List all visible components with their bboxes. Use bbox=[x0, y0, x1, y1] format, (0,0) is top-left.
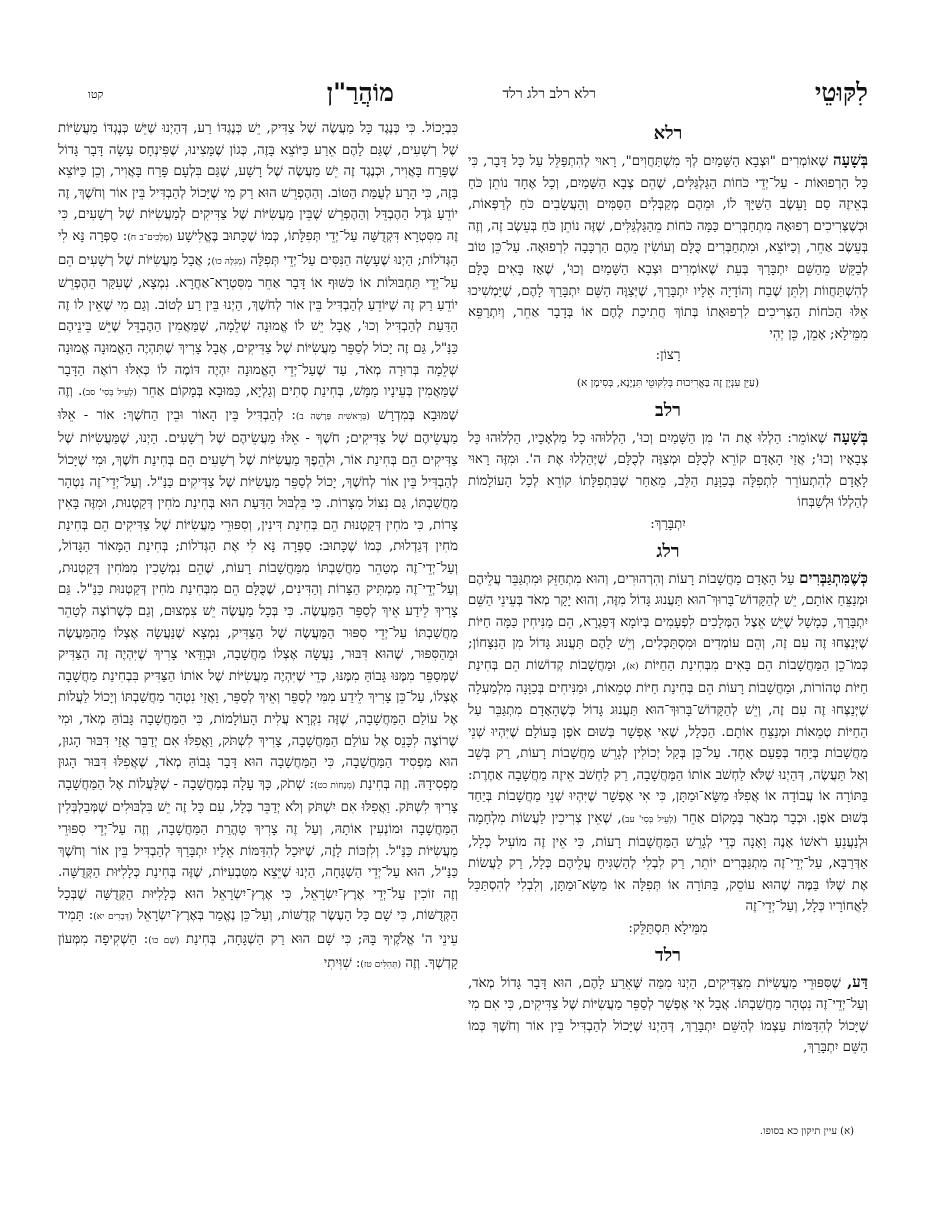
siman-title: רלב bbox=[655, 399, 681, 421]
body-text: : תָּמִיד עֵינֵי ה' אֱלֹקֶיךָ בָּהּ; כִּי שָׁם הוּא רַק הַשְׁגָּחָה, בְּחִינַת bbox=[58, 908, 458, 947]
closing-line: מִמֵּילָא תִּסְתַּלֵּק: bbox=[628, 921, 708, 936]
siman-232 bbox=[468, 399, 868, 536]
right-column bbox=[468, 118, 868, 1059]
author-name: מוֹהֲרַ"ן bbox=[326, 78, 394, 107]
body-text: , שֶׁאֵין צְרִיכִין לַעֲשׂוֹת מִלְחָמָה וּלְנַעֲנֵעַ רֹאשׁוֹ אָנֶה וָאָנָה כְּדֵי לְגָרֵשׁ הַמַּחֲשָׁבוֹת רָעוֹת, כִּי אֵין זֶה מוֹעִיל כְּלָל, אַדְּרַבָּא, עַל־יְדֵי־זֶה מִתְגַּבְּרִים יוֹתֵר, רַק לִבְלִי לְהַשְׁגִּיחַ עֲלֵיהֶם כְּלָל, רַק לַעֲשׂוֹת אֶת שֶׁלּוֹ בַּמֶּה שֶׁהוּא עוֹסֵק, בַּתּוֹרָה אוֹ תְּפִלָּה אוֹ מַשָּׂא־וּמַתָּן, וְלִבְלִי לְהִסְתַּכֵּל לַאֲחוֹרָיו כְּלָל, וְעַל־יְדֵי־זֶה bbox=[468, 811, 868, 915]
lead-word: בְּשָׁעָה bbox=[833, 427, 868, 446]
lead-word: דַּע, bbox=[847, 972, 868, 991]
siman-title: רלא bbox=[653, 123, 683, 144]
siman-title: רלד bbox=[655, 944, 681, 966]
page-number: קטו bbox=[88, 88, 104, 101]
body-text: שֶׁאוֹמְרִים "וּצְבָא הַשָּׁמַיִם לְךָ מִשְׁתַּחֲוִים", רָאוּי לְהִתְפַּלֵּל עַל כָּל דָּבָר, כִּי כָּל הָרְפוּאוֹת - עַל־יְדֵי כֹּחוֹת הַגַּלְגַּלִּים, שֶׁהֵם צְבָא הַשָּׁמַיִם, וְכָל אֶחָד נוֹתֵן כֹּחַ בְּאֵיזֶה סַם וָעֵשֶׂב הַשַּׁיָּךְ לוֹ, וּמֵהֶם מְקַבְּלִים הַסַּמִּים וְהָעֲשָׂבִים כֹּחַ לְרַפְּאוֹת, וּכְשֶׁצְּרִיכִים רְפוּאָה מִתְחַבְּרִים כַּמָּה כֹּחוֹת מֵהַגַּלְגַּלִּים, שֶׁזֶּה נוֹתֵן כֹּחַ בְּעֵשֶׂב זֶה, וְזֶה בְּעֵשֶׂב אַחֵר, וְכַיּוֹצֵא, וּמִתְחַבְּרִים כֻּלָּם וְעוֹשִׂין מֵהֶם הַרְכָּבָה לִרְפוּאָה. עַל־כֵּן טוֹב לְבַקֵּשׁ מֵהַשֵּׁם יִתְבָּרַךְ בְּעֵת שֶׁאוֹמְרִים וּצְבָא הַשָּׁמַיִם וְכוּ', שֶׁאָז בָּאִים כֻּלָּם לְהִשְׁתַּחֲווֹת וְלִתֵּן שֶׁבַח וְהוֹדָיָה אֵלָיו יִתְבָּרַךְ, שֶׁיְּצַוֶּה הַשֵּׁם יִתְבָּרַךְ לָהֶם, שֶׁיַּמְשִׁיכוּ אֵלּוּ הַכֹּחוֹת הַצְּרִיכִים לִרְפוּאָתוֹ בְּתוֹךְ חֲתִיכַת לֶחֶם אוֹ בְּדָבָר אַחֵר, וְיִתְרַפֵּא מִמֵּילָא; אָמֵן, כֵּן יְהִי bbox=[468, 154, 868, 342]
footnote: (א) עיין תיקון כא בסופו. bbox=[759, 1126, 854, 1137]
closing-line: רָצוֹן: bbox=[655, 348, 681, 364]
body-text: : הַשְׁקִיפָה מִמְּעוֹן קָדְשְׁךָ. וְזֶה bbox=[58, 931, 458, 971]
body-text: עַל הָאָדָם מַחֲשָׁבוֹת רָעוֹת וְהִרְהוּרִים, וְהוּא מִתְחַזֵּק וּמִתְגַּבֵּר עֲלֵיהֶם וּמְנַצֵּחַ אוֹתָם, יֵשׁ לְהַקָּדוֹשׁ־בָּרוּךְ־הוּא תַּעֲנוּג גָּדוֹל מִזֶּה, וְהוּא יָקָר מְאֹד בְּעֵינֵי הַשֵּׁם יִתְבָּרַךְ, כְּמָשָׁל שֶׁיֵּשׁ אֵצֶל הַמְּלָכִים לִפְעָמִים בְּיוֹמָא דְּפַגְרָא, הֵם מַנִּיחִין כַּמָּה חַיּוֹת שֶׁיְּנַצְּחוּ זֶה עִם זֶה, וְהֵם עוֹמְדִים וּמִסְתַּכְּלִים, וְיֵשׁ לָהֶם תַּעֲנוּג גָּדוֹל מִן הַנִּצָּחוֹן; כְּמוֹ־כֵן הַמַּחֲשָׁבוֹת הֵם בָּאִים מִבְּחִינַת הַחַיּוֹת bbox=[468, 571, 868, 673]
source-reference: (לְעֵיל בְּסִי' עב) bbox=[621, 815, 677, 826]
body-text: : לְהַבְדִּיל בֵּין הָאוֹר וּבֵין הַחֹשֶׁךְ: אוֹר - אֵלּוּ מַעֲשֵׂיהֶם שֶׁל צַדִּיקִים; חֹשֶׁךְ - אֵלּוּ מַעֲשֵׂיהֶם שֶׁל רְשָׁעִים. הַיְנוּ, שֶׁמַּעֲשִׂיּוֹת שֶׁל צַדִּיקִים הֵם בְּחִינַת אוֹר, וּלְהֵפֶךְ מַעֲשִׂיּוֹת שֶׁל רְשָׁעִים הֵם בְּחִינַת חֹשֶׁךְ, וּמִי שֶׁיָּכוֹל לְהַבְדִּיל בֵּין אוֹר לְחֹשֶׁךְ, יָכוֹל לְסַפֵּר מַעֲשִׂיּוֹת שֶׁל צַדִּיקִים כַּנַּ"ל. וְעַל־יְדֵי־זֶה נִטְהָר מַחֲשַׁבְתּוֹ, גַּם נִצּוֹל מִצָּרוֹת. כִּי בִּלְבּוּל הַדַּעַת הוּא בְּחִינַת מֹחִין דְּקַטְנוּת, וּמִזֶּה בָּאִין צָרוֹת, כִּי מֹחִין דְּקַטְנוּת הֵם בְּחִינַת דִּינִין, וְסִפּוּרֵי מַעֲשִׂיּוֹת שֶׁל צַדִּיקִים הֵם בְּחִינַת מֹחִין דְּגַדְלוּת, כְּמוֹ שֶׁכָּתוּב: סַפְּרָה נָּא לִי אֶת הַגְּדֹלוֹת; בְּחִינַת הַמָּאוֹר הַגָּדוֹל, וְעַל־יְדֵי־זֶה מְטַהֵר מַחֲשַׁבְתּוֹ מִמַּחֲשָׁבוֹת רָעוֹת, שֶׁהֵם נִמְשָׁכִין מִמֹּחִין דְּקַטְנוּת, וְעַל־יְדֵי־זֶה מַמְתִּיק הַצָּרוֹת וְהַדִּינִים, שֶׁכֻּלָּם הֵם מִבְּחִינַת מֹחִין דְּקַטְנוּת כַּנַּ"ל. גַּם צָרִיךְ לֵידַע אֵיךְ לְסַפֵּר הַמַּעֲשֶׂה. כִּי בְּכָל מַעֲשֶׂה יֵשׁ צִמְצוּם, וְגַם כְּשֶׁרוֹצֶה לְטַהֵר מַחֲשַׁבְתּוֹ עַל־יְדֵי סִפּוּר הַמַּעֲשֶׂה שֶׁל הַצַּדִּיק, נִמְצָא שֶׁנַּעֲשָׂה אֶצְלוֹ מֵהַמַּעֲשֶׂה וּמֵהַסִּפּוּר, שֶׁהוּא דִּבּוּר, נַעֲשָׂה אֶצְלוֹ מַחֲשָׁבָה, וּבְוַדַּאי צָרִיךְ שֶׁיִּהְיֶה זֶה הַצַּדִּיק שֶׁמְּסַפֵּר מִמֶּנּוּ גָּבוֹהַּ מִמֶּנּוּ, כְּדֵי שֶׁיִּהְיֶה מַעֲשִׂיּוֹת שֶׁל אוֹתוֹ הַצַּדִּיק בִּבְחִינַת מַחֲשָׁבָה אֶצְלוֹ, עַל־כֵּן צָרִיךְ לֵידַע מִמִּי לְסַפֵּר וְאֵיךְ לְסַפֵּר, וַאֲזַי נִטְהָר מַחֲשַׁבְתּוֹ וְיָכוֹל לַעֲלוֹת אֶל עוֹלַם הַמַּחֲשָׁבָה, שֶׁזֶּה נִקְרָא עֲלִית הָעוֹלָמוֹת, כִּי הַמַּחֲשָׁבָה גָּבוֹהַּ מְאֹד, וּמִי שֶׁרוֹצֶה לִכָּנֵס אֶל עוֹלַם הַמַּחֲשָׁבָה, צָרִיךְ לִשְׁתֹּק, וַאֲפִלּוּ אִם יְדַבֵּר אֲזַי דִּבּוּר הָגוּן, הוּא מַפְסִיד הַמַּחֲשָׁבָה, כִּי הַמַּחֲשָׁבָה הוּא דָּבָר גָּבוֹהַּ מְאֹד, שֶׁאֲפִלּוּ דִּבּוּר הָגוּן מַפְסִידָהּ. וְזֶה בְּחִינַת bbox=[58, 407, 458, 792]
body-text: : שִׁוִּיתִי bbox=[323, 955, 361, 971]
book-title: לִקּוּטֵי bbox=[814, 78, 868, 107]
source-reference: (בְּרֵאשִׁית פָּרָשָׁה ב) bbox=[295, 411, 370, 422]
source-reference: (שָׁם כו) bbox=[148, 935, 180, 946]
source-reference: (תְּהִלִּים טז) bbox=[360, 959, 402, 970]
footnote-mark[interactable]: (א) bbox=[626, 661, 639, 672]
body-text: כִּבְיָכוֹל. כִּי כְּנֶגֶד כָּל מַעֲשֶׂה שֶׁל צַדִּיק, יֵשׁ כְּנֶגְדּוֹ רַע, דְּהַיְנוּ שֶׁיֵּשׁ כְּנֶגְדּוֹ מַעֲשִׂיּוֹת שֶׁל רְשָׁעִים, שֶׁגַּם לָהֶם אֵרַע כַּיּוֹצֵא בָּזֶה, כְּגוֹן שֶׁמָּצִינוּ, שֶׁפִּינְחָס עָשָׂה דָּבָר גָּדוֹל שֶׁפָּרַח בָּאֲוִיר, וּכְנֶגֶד זֶה יֵשׁ מַעֲשֶׂה שֶׁל רָשָׁע, שֶׁגַּם בִּלְעָם פָּרַח בָּאֲוִיר, וְכֵן כַּיּוֹצֵא בָּזֶה, כִּי הָרָע לְעֻמַּת הַטּוֹב. וְהַהֶפְרֵשׁ הוּא רַק מִי שֶׁיָּכוֹל לְהַבְדִּיל בֵּין אוֹר וְחֹשֶׁךְ, זֶה יוֹדֵעַ גֹּדֶל הַהֶבְדֵּל וְהַהֶפְרֵשׁ שֶׁבֵּין מַעֲשִׂיּוֹת שֶׁל צַדִּיקִים לְמַעֲשִׂיּוֹת שֶׁל רְשָׁעִים, כִּי זֶה מִסִּטְרָא דִּקְדֻשָּׁה עַל־יְדֵי תְּפִלָּתוֹ, כְּמוֹ שֶׁכָּתוּב בֶּאֱלִישָׁע bbox=[58, 121, 458, 244]
siman-231 bbox=[468, 122, 868, 395]
siman-234 bbox=[468, 944, 868, 1059]
body-text: , וּמַחֲשָׁבוֹת קְדוֹשׁוֹת הֵם בְּחִינַת חַיּוֹת טְהוֹרוֹת, וּמַחֲשָׁבוֹת רָעוֹת הֵם בְּחִינַת חַיּוֹת טְמֵאוֹת, וּמַנִּיחִים בְּכַוָּנָה מִלְמַעְלָה שֶׁיְּנַצְּחוּ זֶה עִם זֶה, וְיֵשׁ לְהַקָּדוֹשׁ־בָּרוּךְ־הוּא תַּעֲנוּג גָּדוֹל כְּשֶׁהָאָדָם מִתְגַּבֵּר עַל הַחַיּוֹת טְמֵאוֹת וּמְנַצֵּחַ אוֹתָם. הַכְּלָל, שֶׁאִי אֶפְשָׁר בְּשׁוּם אֹפֶן בָּעוֹלָם שֶׁיִּהְיוּ שְׁנֵי מַחֲשָׁבוֹת בְּיַחַד בְּפַעַם אֶחָד. עַל־כֵּן בְּקַל יְכוֹלִין לְגָרֵשׁ מַחֲשָׁבוֹת רָעוֹת, רַק בְּשֵׁב וְאַל תַּעֲשֶׂה, דְּהַיְנוּ שֶׁלֹּא לַחְשֹׁב אוֹתוֹ הַמַּחֲשָׁבָה, רַק לַחְשֹׁב אֵיזֶה מַחֲשָׁבָה אַחֶרֶת: בַּתּוֹרָה אוֹ עֲבוֹדָה אוֹ אֲפִלּוּ מַשָּׂא־וּמַתָּן, כִּי אִי אֶפְשָׁר שֶׁיִּהְיוּ שְׁנֵי מַחֲשָׁבוֹת בְּיַחַד בְּשׁוּם אֹפֶן. וּכְבָר מְבֹאָר בְּמָקוֹם אַחֵר bbox=[468, 657, 868, 827]
simanim-range: רלא רלב רלג רלד bbox=[502, 86, 596, 102]
body-text: : סַפְּרָה נָּא לִי הַגְּדֹלוֹת; הַיְנוּ שֶׁעָשָׂה הַנִּסִּים עַל־יְדֵי תְּפִלָּה bbox=[58, 228, 458, 268]
continued-text bbox=[58, 118, 458, 976]
source-reference: (מְנָחוֹת כט) bbox=[313, 780, 356, 791]
lead-word: בְּשָׁעָה bbox=[833, 151, 868, 169]
body-text: ; אֲבָל מַעֲשִׂיּוֹת שֶׁל רְשָׁעִים הֵם עַל־יְדֵי תַּחְבּוּלוֹת אוֹ כִּשּׁוּף אוֹ דָּבָר אַחֵר מִסִּטְרָא־אַחֲרָא. נִמְצָא, שֶׁעִקַּר הַהֶפְרֵשׁ יוֹדֵעַ רַק זֶה שֶׁיּוֹדֵעַ לְהַבְדִּיל בֵּין אוֹר לְחֹשֶׁךְ, הַיְנוּ בֵּין רַע לְטוֹב. וְגַם מִי שֶׁאֵין לוֹ זֶה הַדַּעַת לְהַבְדִּיל וְכוּ', אֲבָל יֵשׁ לוֹ אֱמוּנָה שְׁלֵמָה, שֶׁמַּאֲמִין הַהֶבְדֵּל שֶׁיֵּשׁ בֵּינֵיהֶם כַּנַּ"ל, גַּם זֶה יָכוֹל לְסַפֵּר מַעֲשִׂיּוֹת שֶׁל צַדִּיקִים, אֲבָל צָרִיךְ שֶׁתִּהְיֶה הָאֱמוּנָה אֱמוּנָה שְׁלֵמָה בְּרוּרָה מְאֹד, עַד שֶׁעַל־יְדֵי הָאֱמוּנָה יִהְיֶה דּוֹמֶה לוֹ כְּאִלּוּ רוֹאֶה הַדָּבָר שֶׁמַּאֲמִין בְּעֵינָיו מַמָּשׁ, בְּחִינַת סְתִים וְגַלְיָא, כַּמּוּבָא בְּמָקוֹם אַחֵר bbox=[58, 252, 458, 400]
siman-text bbox=[468, 568, 868, 919]
cross-reference-note: (עַיֵּן עִנְיָן זֶה בַּאֲרִיכוּת בְּלִקּוּטֵי תִּנְיָנָא, בְּסִימָן א) bbox=[576, 376, 760, 389]
siman-233 bbox=[468, 540, 868, 940]
closing-line: יִתְבָּרַךְ: bbox=[650, 516, 686, 532]
siman-text bbox=[468, 150, 868, 345]
page-header bbox=[72, 78, 868, 118]
source-reference: (דְּבָרִים יא) bbox=[93, 912, 133, 923]
body-text: : שְׁתֹק, כָּךְ עָלָה בְּמַחֲשָׁבָה - שֶׁלַּעֲלוֹת אֶל הַמַּחֲשָׁבָה צָרִיךְ לִשְׁתֹּק. וַאֲפִלּוּ אִם יִשְׁתֹּק וְלֹא יְדַבֵּר כְּלָל, עִם כָּל זֶה יֵשׁ בִּלְבּוּלִים שֶׁמְּבַלְבְּלִין הַמַּחֲשָׁבָה וּמוֹנְעִין אוֹתָהּ, וְעַל זֶה צָרִיךְ טָהֳרַת הַמַּחֲשָׁבָה, וְזֶה עַל־יְדֵי סִפּוּרֵי מַעֲשִׂיּוֹת כַּנַּ"ל. וְלִזְכּוֹת לָזֶה, שֶׁיּוּכַל לְהִדַּמּוֹת אֵלָיו יִתְבָּרַךְ לְהַבְדִּיל בֵּין אוֹר וְחֹשֶׁךְ כַּנַּ"ל, הוּא עַל־יְדֵי הַשְׁגָּחָה, הַיְנוּ שֶׁיֵּצֵא מִטִּבְעִיּוֹת, שֶׁזֶּה בְּחִינַת כְּלָלִיּוּת הַקְּדֻשָּׁה. וְזֶה זוֹכִין עַל־יְדֵי אֶרֶץ־יִשְׂרָאֵל, כִּי אֶרֶץ־יִשְׂרָאֵל הוּא כְּלָלִיּוּת הַקְּדֻשָּׁה שֶׁבְּכָל הַקְּדֻשּׁוֹת, כִּי שָׁם כָּל הָעֶשֶׂר קְדֻשּׁוֹת, וְעַל־כֵּן נֶאֱמַר בְּאֶרֶץ־יִשְׂרָאֵל bbox=[58, 776, 458, 924]
left-column bbox=[58, 118, 458, 976]
siman-title: רלג bbox=[656, 540, 680, 562]
source-reference: (מְלָכִים־ב ח) bbox=[127, 232, 173, 243]
siman-text bbox=[468, 427, 868, 514]
siman-text bbox=[468, 972, 868, 1059]
source-reference: (מְגִלָּה כו) bbox=[211, 256, 246, 267]
body-text: שֶׁסִּפּוּרֵי מַעֲשִׂיּוֹת מִצַּדִּיקִים, הַיְנוּ מִמַּה שֶּׁאֵרַע לָהֶם, הוּא דָּבָר גָּדוֹל מְאֹד, וְעַל־יְדֵי־זֶה נִטְהָר מַחֲשַׁבְתּוֹ. אֲבָל אִי אֶפְשָׁר לְסַפֵּר מַעֲשִׂיּוֹת שֶׁל צַדִּיקִים, כִּי אִם מִי שֶׁיָּכוֹל לְהִדַּמּוֹת עַצְמוֹ לְהַשֵּׁם יִתְבָּרַךְ, דְּהַיְנוּ שֶׁיָּכוֹל לְהַבְדִּיל בֵּין אוֹר וְחֹשֶׁךְ כְּמוֹ הַשֵּׁם יִתְבָּרַךְ, bbox=[468, 975, 868, 1056]
lead-word: כְּשֶׁמִּתְגַּבְּרִים bbox=[799, 568, 868, 587]
body-text: שֶׁאוֹמֵר: הַלְלוּ אֶת ה' מִן הַשָּׁמַיִם וְכוּ', הַלְלוּהוּ כָל מַלְאָכָיו, הַלְלוּהוּ כָּל צְבָאָיו וְכוּ'; אֲזַי הָאָדָם קוֹרֵא לְכֻלָּם וּמְצַוֶּה לְכֻלָּם, שֶׁיְּהַלְלוּ אֶת ה'. וּמִזֶּה רָאוּי לָאָדָם לְהִתְעוֹרֵר לִתְפִלָּה בְּכַוָּנַת הַלֵּב, מֵאַחַר שֶׁבִּתְפִלָּתוֹ קוֹרֵא לְכָל הָעוֹלָמוֹת לְהַלְלוֹ וּלְשַׁבְּחוֹ bbox=[468, 430, 868, 511]
source-reference: (לְעֵיל בְּסִי' סב) bbox=[82, 388, 137, 399]
body-text: . וְזֶה שֶׁמּוּבָא בְּמִדְרָשׁ bbox=[58, 384, 459, 423]
